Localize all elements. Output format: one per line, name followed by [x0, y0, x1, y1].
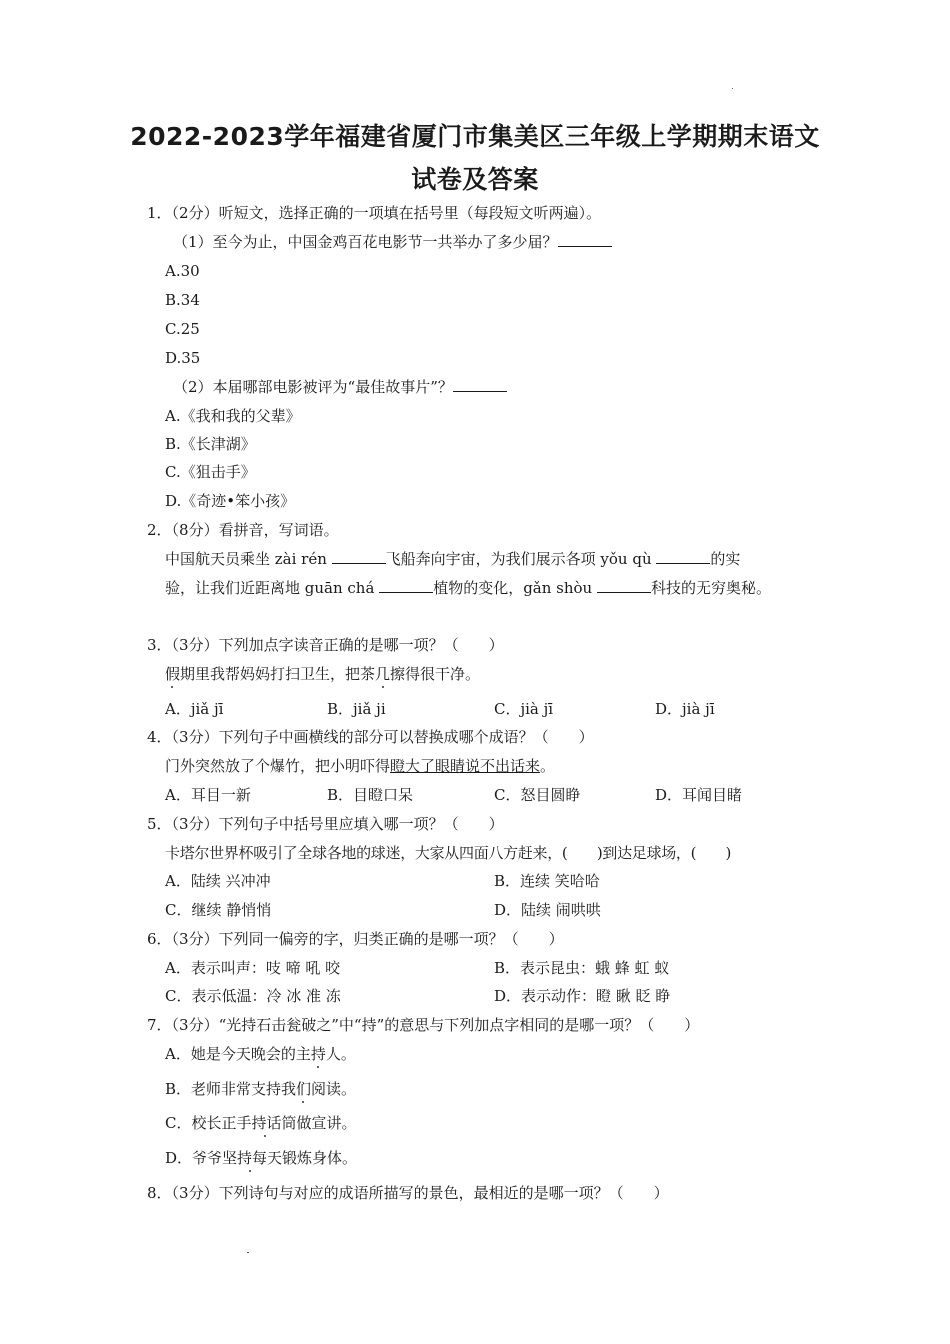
emphasis-dot: [264, 1135, 266, 1137]
q2-line2-part-a: 验，让我们近距离地 guān chá: [165, 579, 380, 597]
q1-sub1-option-d: D.35: [165, 349, 201, 367]
answer-blank: [597, 578, 651, 593]
q6-option-a: A．表示叫声：吱 啼 吼 咬: [165, 959, 341, 977]
q5-option-a: A．陆续 兴冲冲: [165, 872, 271, 890]
q7-option-b: B．老师非常支持我们阅读。: [165, 1080, 357, 1098]
q1-sub2-option-d: D.《奇迹•笨小孩》: [165, 492, 296, 510]
q4-option-b: B．目瞪口呆: [327, 786, 414, 804]
q1-sub1-option-b: B.34: [165, 291, 200, 309]
q4-underlined-phrase: 瞪大了眼睛说不出话来: [390, 757, 541, 775]
q6-option-d: D．表示动作：瞪 瞅 眨 睁: [494, 987, 671, 1005]
q7-option-d: D．爷爷坚持每天锻炼身体。: [165, 1149, 358, 1167]
q4-sentence: [165, 756, 555, 776]
q3-option-b: B．jiǎ ji: [327, 700, 386, 718]
q3-option-c: C．jià jī: [494, 700, 554, 718]
q1-sub2: [173, 377, 507, 397]
q8-stem: 8．（3分）下列诗句与对应的成语所描写的景色，最相近的是哪一项？（ ）: [147, 1184, 669, 1202]
q3-stem: 3．（3分）下列加点字读音正确的是哪一项？（ ）: [147, 636, 504, 654]
q6-option-c: C．表示低温：冷 冰 准 冻: [165, 987, 341, 1005]
answer-blank: [558, 232, 612, 247]
q1-sub2-option-a: A.《我和我的父辈》: [165, 407, 301, 425]
q5-stem: 5．（3分）下列句子中括号里应填入哪一项？（ ）: [147, 815, 504, 833]
q4-sentence-start: 门外突然放了个爆竹，把小明吓得: [165, 757, 391, 775]
q5-option-c: C．继续 静悄悄: [165, 901, 272, 919]
q6-stem: 6．（3分）下列同一偏旁的字，归类正确的是哪一项？（ ）: [147, 930, 564, 948]
q1-sub1: [173, 232, 612, 252]
scan-speck: [732, 88, 733, 89]
page-title-line1: 2022-2023学年福建省厦门市集美区三年级上学期期末语文: [130, 122, 820, 151]
q2-line1-part-c: 的实: [710, 550, 741, 568]
emphasis-dot: [171, 686, 173, 688]
q1-sub1-option-a: A.30: [165, 262, 200, 280]
q1-sub2-text: （2）本届哪部电影被评为“最佳故事片”？: [173, 378, 453, 396]
q2-line1-part-b: 飞船奔向宇宙，为我们展示各项 yǒu qù: [385, 550, 657, 568]
q2-stem: 2．（8分）看拼音，写词语。: [147, 521, 339, 539]
q1-stem: 1．（2分）听短文，选择正确的一项填在括号里（每段短文听两遍）。: [147, 204, 602, 222]
q5-sentence: 卡塔尔世界杯吸引了全球各地的球迷，大家从四面八方赶来，( )到达足球场，( ): [165, 844, 732, 862]
q1-sub2-option-c: C.《狙击手》: [165, 463, 256, 481]
q2-line2: [165, 578, 771, 598]
q4-option-d: D．耳闻目睹: [655, 786, 743, 804]
q6-option-b: B．表示昆虫：蛾 蜂 虹 蚁: [494, 959, 670, 977]
q5-option-b: B．连续 笑哈哈: [494, 872, 600, 890]
answer-blank: [379, 578, 433, 593]
q7-option-a: A．她是今天晚会的主持人。: [165, 1045, 356, 1063]
q3-option-d: D．jià jī: [655, 700, 715, 718]
answer-blank: [453, 377, 507, 392]
q2-line1-part-a: 中国航天员乘坐 zài rén: [165, 550, 332, 568]
answer-blank: [656, 549, 710, 564]
scan-speck: [247, 1252, 249, 1253]
emphasis-dot: [302, 1101, 304, 1103]
q1-sub1-option-c: C.25: [165, 320, 200, 338]
q1-sub2-option-b: B.《长津湖》: [165, 435, 256, 453]
q4-option-c: C．怒目圆睁: [494, 786, 581, 804]
q3-sentence: 假期里我帮妈妈打扫卫生，把茶几擦得很干净。: [165, 665, 481, 683]
q2-line1: [165, 549, 740, 569]
page-title-line2: 试卷及答案: [411, 165, 539, 194]
q7-option-c: C．校长正手持话筒做宣讲。: [165, 1114, 357, 1132]
q7-stem: 7．（3分）“光持石击瓮破之”中“持”的意思与下列加点字相同的是哪一项？（ ）: [147, 1016, 700, 1034]
q1-sub1-text: （1）至今为止，中国金鸡百花电影节一共举办了多少届？: [173, 233, 558, 251]
q4-stem: 4．（3分）下列句子中画横线的部分可以替换成哪个成语？（ ）: [147, 728, 594, 746]
q2-line2-part-c: 科技的无穷奥秘。: [650, 579, 771, 597]
emphasis-dot: [249, 1170, 251, 1172]
q3-option-a: A．jiǎ jī: [165, 700, 224, 718]
q4-option-a: A．耳目一新: [165, 786, 251, 804]
q4-sentence-end: 。: [540, 757, 556, 775]
emphasis-dot: [382, 686, 384, 688]
q5-option-d: D．陆续 闹哄哄: [494, 901, 601, 919]
emphasis-dot: [317, 1066, 319, 1068]
answer-blank: [332, 549, 386, 564]
q2-line2-part-b: 植物的变化，gǎn shòu: [433, 579, 597, 597]
